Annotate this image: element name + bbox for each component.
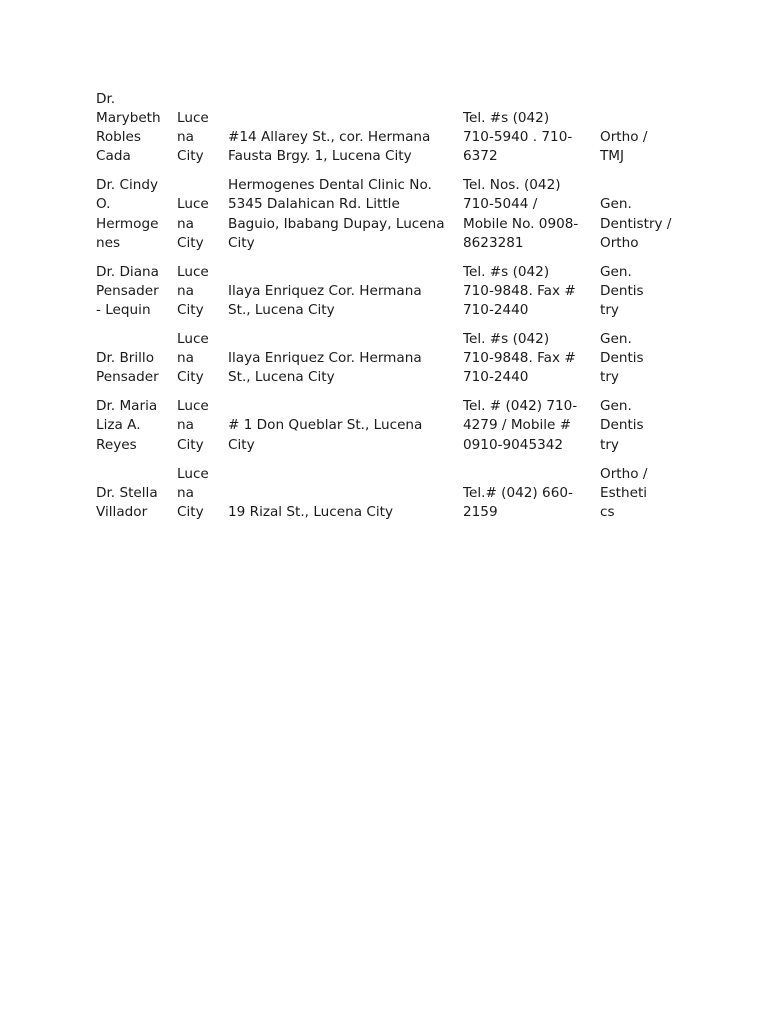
- contact-cell: [458, 465, 595, 532]
- doctor-name: Dr. Maria Liza A. Reyes: [96, 398, 158, 453]
- specialty-cell: [595, 465, 683, 532]
- specialty: Gen. Dentis try: [600, 398, 644, 453]
- contact-numbers: Tel. Nos. (042) 710-5044 / Mobile No. 0908- 8623281: [463, 177, 579, 251]
- doctor-name-cell: [91, 465, 172, 532]
- address-cell: [223, 397, 458, 464]
- address: Ilaya Enriquez Cor. Hermana St., Lucena City: [228, 282, 422, 318]
- contact-cell: [458, 90, 595, 176]
- specialty-cell: [595, 397, 683, 464]
- contact-numbers: Tel. #s (042) 710-9848. Fax # 710-2440: [463, 263, 576, 318]
- specialty-cell: [595, 90, 683, 176]
- city: Luce na City: [177, 465, 209, 520]
- table-row: [91, 397, 683, 464]
- city: Luce na City: [177, 110, 209, 165]
- address: 19 Rizal St., Lucena City: [228, 503, 394, 520]
- specialty-cell: [595, 263, 683, 330]
- doctor-name: Dr. Marybeth Robles Cada: [96, 91, 161, 165]
- specialty-cell: [595, 176, 683, 262]
- address: Ilaya Enriquez Cor. Hermana St., Lucena City: [228, 350, 422, 386]
- city-cell: [172, 397, 223, 464]
- contact-numbers: Tel. #s (042) 710-9848. Fax # 710-2440: [463, 331, 576, 386]
- city: Luce na City: [177, 196, 209, 251]
- specialty: Ortho / TMJ: [600, 129, 648, 165]
- table-row: [91, 90, 683, 176]
- address: Hermogenes Dental Clinic No. 5345 Dalahican Rd. Little Baguio, Ibabang Dupay, Lucena City: [228, 177, 445, 251]
- table-row: [91, 176, 683, 262]
- doctor-name-cell: [91, 90, 172, 176]
- address: #14 Allarey St., cor. Hermana Fausta Brgy. 1, Lucena City: [228, 129, 431, 165]
- specialty: Gen. Dentistry / Ortho: [600, 196, 672, 251]
- city: Luce na City: [177, 263, 209, 318]
- city: Luce na City: [177, 331, 209, 386]
- doctor-name: Dr. Stella Villador: [96, 484, 158, 520]
- table-row: [91, 263, 683, 330]
- contact-numbers: Tel. #s (042) 710-5940 . 710- 6372: [463, 110, 573, 165]
- city-cell: [172, 263, 223, 330]
- doctor-name: Dr. Diana Pensader - Lequin: [96, 263, 159, 318]
- address: # 1 Don Queblar St., Lucena City: [228, 417, 423, 453]
- table-row: [91, 465, 683, 532]
- address-cell: [223, 263, 458, 330]
- specialty: Gen. Dentis try: [600, 331, 644, 386]
- contact-cell: [458, 330, 595, 397]
- doctor-name: Dr. Cindy O. Hermoge nes: [96, 177, 159, 251]
- city-cell: [172, 90, 223, 176]
- city: Luce na City: [177, 398, 209, 453]
- contact-cell: [458, 263, 595, 330]
- specialty-cell: [595, 330, 683, 397]
- contact-cell: [458, 397, 595, 464]
- doctor-name: Dr. Brillo Pensader: [96, 350, 159, 386]
- doctor-name-cell: [91, 263, 172, 330]
- dentist-directory-table: [91, 90, 683, 532]
- doctor-name-cell: [91, 397, 172, 464]
- address-cell: [223, 90, 458, 176]
- contact-cell: [458, 176, 595, 262]
- city-cell: [172, 330, 223, 397]
- address-cell: [223, 465, 458, 532]
- city-cell: [172, 176, 223, 262]
- address-cell: [223, 176, 458, 262]
- doctor-name-cell: [91, 330, 172, 397]
- doctor-name-cell: [91, 176, 172, 262]
- contact-numbers: Tel.# (042) 660- 2159: [463, 484, 573, 520]
- specialty: Gen. Dentis try: [600, 263, 644, 318]
- contact-numbers: Tel. # (042) 710- 4279 / Mobile # 0910-9045342: [463, 398, 578, 453]
- city-cell: [172, 465, 223, 532]
- address-cell: [223, 330, 458, 397]
- specialty: Ortho / Estheti cs: [600, 465, 648, 520]
- table-row: [91, 330, 683, 397]
